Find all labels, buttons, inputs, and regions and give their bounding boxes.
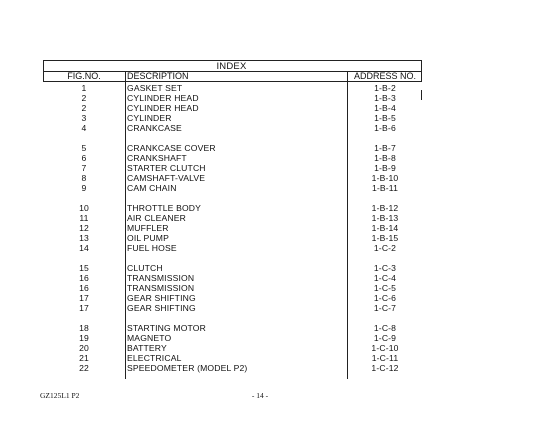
index-row — [0, 323, 560, 333]
fig-number: 4 — [81, 123, 87, 133]
index-row — [0, 293, 560, 303]
address-number: 1-C-2 — [373, 243, 397, 253]
part-description: STARTING MOTOR — [127, 323, 206, 333]
part-description: MUFFLER — [127, 223, 169, 233]
address-number: 1-C-6 — [373, 293, 397, 303]
fig-number: 17 — [79, 293, 89, 303]
index-row — [0, 153, 560, 163]
index-title: INDEX — [216, 61, 247, 72]
part-description: ELECTRICAL — [127, 353, 182, 363]
fig-number: 7 — [81, 163, 87, 173]
index-row — [0, 283, 560, 293]
part-description: GEAR SHIFTING — [127, 293, 196, 303]
part-description: MAGNETO — [127, 333, 172, 343]
address-number: 1-B-7 — [374, 143, 396, 153]
address-number: 1-B-12 — [371, 203, 399, 213]
index-row — [0, 303, 560, 313]
part-description: GEAR SHIFTING — [127, 303, 196, 313]
index-row — [0, 143, 560, 153]
index-row — [0, 233, 560, 243]
part-description: CRANKCASE — [127, 123, 182, 133]
fig-number: 2 — [81, 93, 87, 103]
fig-number: 14 — [79, 243, 89, 253]
index-row — [0, 223, 560, 233]
part-description: CAM CHAIN — [127, 183, 177, 193]
fig-number: 11 — [79, 213, 89, 223]
part-description: TRANSMISSION — [127, 283, 195, 293]
address-number: 1-C-9 — [373, 333, 397, 343]
index-row — [0, 343, 560, 353]
part-description: CYLINDER HEAD — [127, 103, 199, 113]
part-description: CLUTCH — [127, 263, 163, 273]
fig-number: 16 — [79, 283, 89, 293]
address-number: 1-B-2 — [374, 83, 396, 93]
address-number: 1-C-5 — [373, 283, 397, 293]
index-row — [0, 93, 560, 103]
fig-number: 6 — [81, 153, 87, 163]
index-row — [0, 163, 560, 173]
part-description: TRANSMISSION — [127, 273, 195, 283]
index-row — [0, 243, 560, 253]
model-code: GZ125L1 P2 — [40, 391, 80, 400]
part-description: FUEL HOSE — [127, 243, 177, 253]
part-description: AIR CLEANER — [127, 213, 186, 223]
part-description: OIL PUMP — [127, 233, 169, 243]
index-row — [0, 333, 560, 343]
address-number: 1-B-6 — [374, 123, 396, 133]
fig-number: 5 — [81, 143, 87, 153]
part-description: GASKET SET — [127, 83, 183, 93]
fig-number: 10 — [79, 203, 89, 213]
address-number: 1-B-8 — [374, 153, 396, 163]
fig-number: 8 — [81, 173, 87, 183]
part-description: CYLINDER — [127, 113, 172, 123]
fig-number: 12 — [79, 223, 89, 233]
column-header-description: DESCRIPTION — [127, 71, 189, 81]
index-row — [0, 353, 560, 363]
fig-number: 19 — [79, 333, 89, 343]
address-number: 1-B-14 — [371, 223, 399, 233]
address-number: 1-C-3 — [373, 263, 397, 273]
fig-number: 2 — [81, 103, 87, 113]
address-number: 1-B-3 — [374, 93, 396, 103]
index-row — [0, 213, 560, 223]
part-description: CYLINDER HEAD — [127, 93, 199, 103]
part-description: STARTER CLUTCH — [127, 163, 206, 173]
address-number: 1-C-12 — [371, 363, 399, 373]
part-description: BATTERY — [127, 343, 167, 353]
address-number: 1-C-7 — [373, 303, 397, 313]
fig-number: 9 — [81, 183, 87, 193]
fig-number: 20 — [79, 343, 89, 353]
part-description: SPEEDOMETER (MODEL P2) — [127, 363, 248, 373]
fig-number: 18 — [79, 323, 89, 333]
index-row — [0, 123, 560, 133]
index-row — [0, 173, 560, 183]
fig-number: 1 — [81, 83, 87, 93]
address-number: 1-B-10 — [371, 173, 399, 183]
address-number: 1-B-11 — [371, 183, 399, 193]
index-row — [0, 183, 560, 193]
fig-number: 16 — [79, 273, 89, 283]
index-row — [0, 83, 560, 93]
fig-number: 22 — [79, 363, 89, 373]
part-description: CAMSHAFT-VALVE — [127, 173, 206, 183]
index-row — [0, 103, 560, 113]
address-number: 1-C-4 — [373, 273, 397, 283]
part-description: CRANKSHAFT — [127, 153, 187, 163]
address-number: 1-B-4 — [374, 103, 396, 113]
address-number: 1-C-11 — [371, 353, 399, 363]
part-description: THROTTLE BODY — [127, 203, 202, 213]
index-row — [0, 273, 560, 283]
address-number: 1-C-10 — [371, 343, 399, 353]
fig-number: 21 — [79, 353, 89, 363]
address-number: 1-B-5 — [374, 113, 396, 123]
address-number: 1-C-8 — [373, 323, 397, 333]
index-row — [0, 363, 560, 373]
column-header-fig-no: FIG.NO. — [67, 71, 101, 81]
column-header-address-no: ADDRESS NO. — [353, 71, 416, 81]
part-description: CRANKCASE COVER — [127, 143, 216, 153]
address-number: 1-B-13 — [371, 213, 399, 223]
address-number: 1-B-15 — [371, 233, 399, 243]
address-number: 1-B-9 — [374, 163, 396, 173]
page-number: - 14 - — [251, 391, 269, 400]
index-row — [0, 263, 560, 273]
fig-number: 15 — [79, 263, 89, 273]
index-row — [0, 113, 560, 123]
index-row — [0, 203, 560, 213]
fig-number: 13 — [79, 233, 89, 243]
fig-number: 3 — [81, 113, 87, 123]
fig-number: 17 — [79, 303, 89, 313]
